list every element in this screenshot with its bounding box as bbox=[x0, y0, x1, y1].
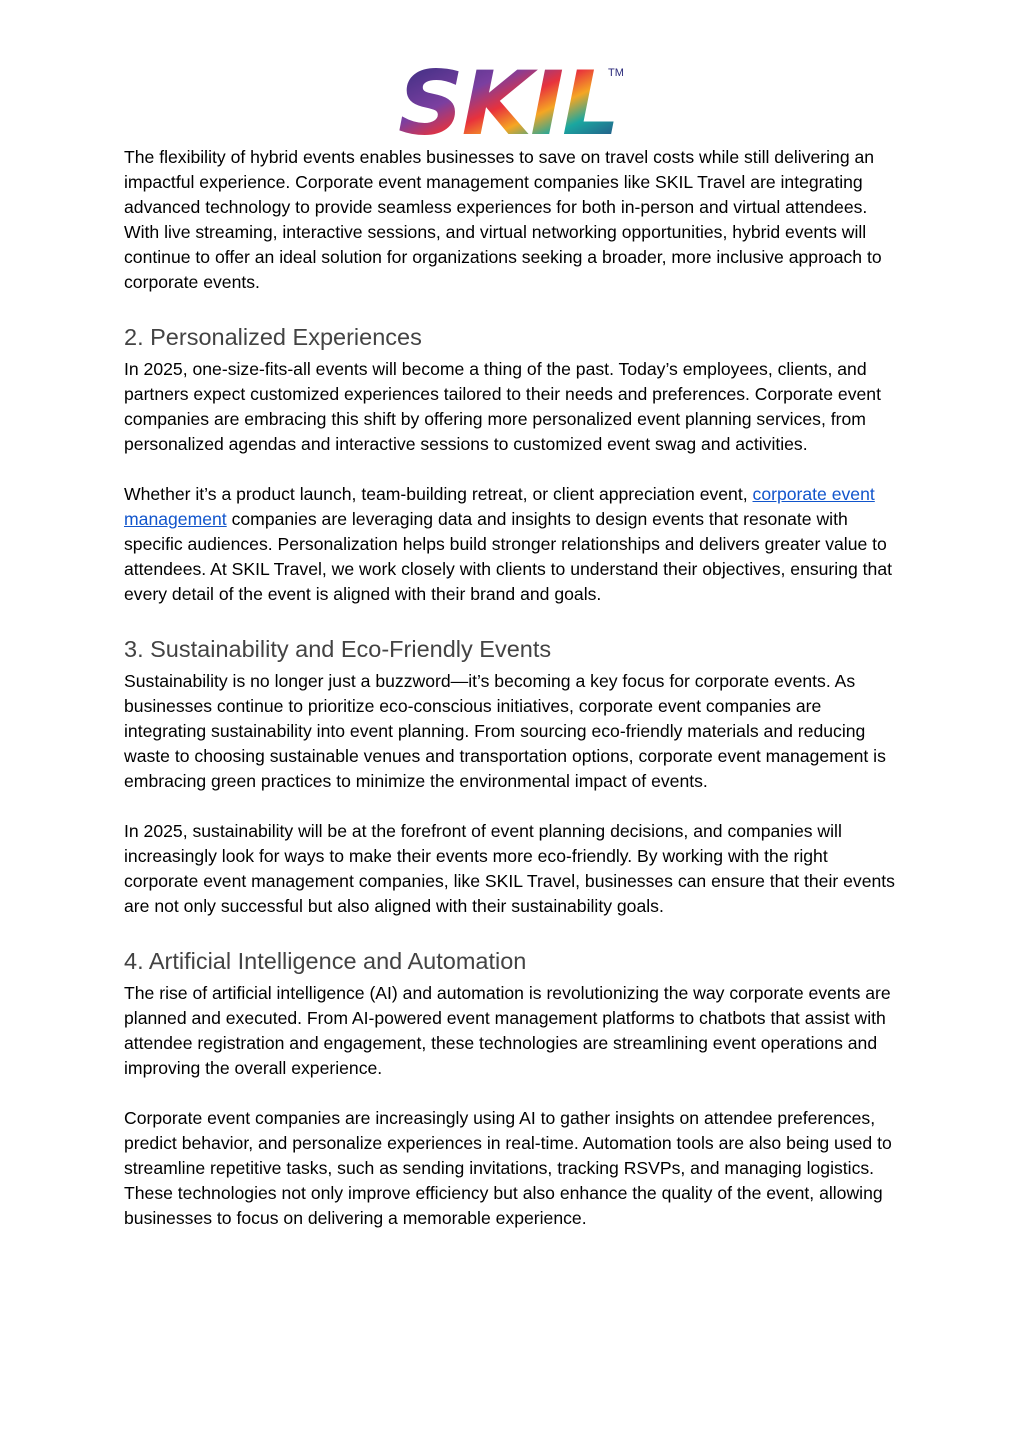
section-sustainability bbox=[124, 635, 899, 919]
svg-text:SKIL: SKIL bbox=[398, 62, 618, 142]
document-body bbox=[124, 145, 899, 1231]
section-paragraph: In 2025, one-size-fits-all events will become a thing of the past. Today’s employees, clients, and partners expect customized experiences tailored to their needs and preferences. Corporate event companies are embracing this shift by offering more personalized event planning services, from personalized agendas and interactive sessions to customized event swag and activities. bbox=[124, 359, 881, 454]
section-ai-automation bbox=[124, 947, 899, 1231]
svg-text:TM: TM bbox=[608, 67, 624, 79]
paragraph-text: Whether it’s a product launch, team-building retreat, or client appreciation event, bbox=[124, 484, 753, 504]
section-heading: 2. Personalized Experiences bbox=[124, 324, 422, 350]
skil-logo-graphic bbox=[396, 62, 636, 142]
corporate-event-management-link[interactable]: corporate event management bbox=[124, 484, 875, 529]
paragraph-text: companies are leveraging data and insights to design events that resonate with specific audiences. Personalization helps build stronger relationships and delivers greater value to attendees. At SKIL Travel, we work closely with clients to understand their objectives, ensuring that every detail of the event is aligned with their brand and goals. bbox=[124, 509, 893, 604]
skil-logo bbox=[396, 62, 636, 142]
section-heading: 4. Artificial Intelligence and Automation bbox=[124, 948, 527, 974]
section-heading: 3. Sustainability and Eco-Friendly Events bbox=[124, 636, 552, 662]
section-paragraph: Sustainability is no longer just a buzzword—it’s becoming a key focus for corporate events. As businesses continue to prioritize eco-conscious initiatives, corporate event companies are integrating sustainability into event planning. From sourcing eco-friendly materials and reducing waste to choosing sustainable venues and transportation options, corporate event management is embracing green practices to minimize the environmental impact of events. bbox=[124, 671, 886, 791]
section-paragraph: The rise of artificial intelligence (AI) and automation is revolutionizing the way corporate events are planned and executed. From AI-powered event management platforms to chatbots that assist with attendee registration and engagement, these technologies are streamlining event operations and improving the overall experience. bbox=[124, 983, 891, 1078]
section-paragraph-with-link bbox=[124, 482, 899, 607]
section-paragraph: Corporate event companies are increasingly using AI to gather insights on attendee preferences, predict behavior, and personalize experiences in real-time. Automation tools are also being used to streamline repetitive tasks, such as sending invitations, tracking RSVPs, and managing logistics. These technologies not only improve efficiency but also enhance the quality of the event, allowing businesses to focus on delivering a memorable experience. bbox=[124, 1108, 892, 1228]
intro-paragraph: The flexibility of hybrid events enables businesses to save on travel costs while still delivering an impactful experience. Corporate event management companies like SKIL Travel are integrating advanced technology to provide seamless experiences for both in-person and virtual attendees. With live streaming, interactive sessions, and virtual networking opportunities, hybrid events will continue to offer an ideal solution for organizations seeking a broader, more inclusive approach to corporate events. bbox=[124, 147, 882, 292]
section-personalized-experiences bbox=[124, 323, 899, 607]
section-paragraph: In 2025, sustainability will be at the forefront of event planning decisions, and companies will increasingly look for ways to make their events more eco-friendly. By working with the right corporate event management companies, like SKIL Travel, businesses can ensure that their events are not only successful but also aligned with their sustainability goals. bbox=[124, 821, 895, 916]
